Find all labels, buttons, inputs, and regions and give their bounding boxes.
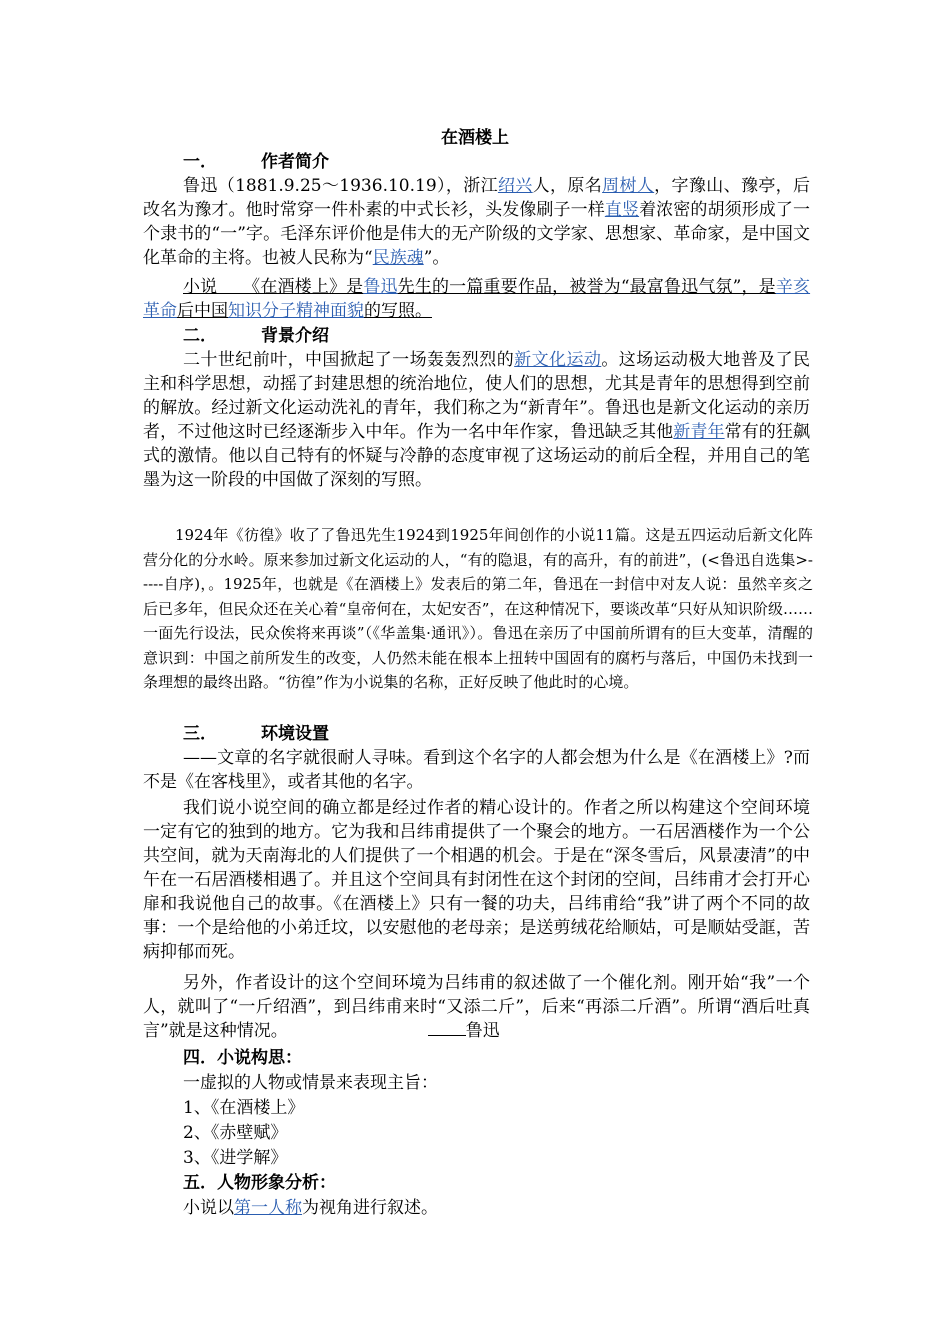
section-title: 背景介绍 xyxy=(261,326,329,346)
link-zhoushuren[interactable]: 周树人 xyxy=(602,176,655,196)
conception-text: 一虚拟的人物或情景来表现主旨： xyxy=(183,1073,438,1093)
paragraph-novel-intro: 小说 《在酒楼上》是鲁迅先生的一篇重要作品，被誉为“最富鲁迅气氛”，是辛亥革命后中国知识分子精神面貌的写照。 xyxy=(143,277,811,321)
link-minzuhun[interactable]: 民族魂 xyxy=(372,248,424,268)
section-number: 二． xyxy=(183,326,217,346)
section-title: 环境设置 xyxy=(261,724,329,744)
link-shaoxing[interactable]: 绍兴 xyxy=(497,176,533,196)
section-heading-background xyxy=(183,324,329,348)
paragraph-catalyst: 另外，作者设计的这个空间环境为吕纬甫的叙述做了一个催化剂。刚开始“我”一个人，就叫了“一斤绍酒”，到吕纬甫来时“又添二斤”，后来“再添二斤酒”。所谓“酒后吐真言”就是这种情况。 鲁迅 xyxy=(143,973,810,1041)
section-heading-environment xyxy=(183,722,329,746)
link-luxun[interactable]: 鲁迅 xyxy=(363,277,398,297)
list-item: 2、《赤壁赋》 xyxy=(183,1123,288,1143)
blank-underline xyxy=(428,1019,466,1036)
link-zhishu[interactable]: 直竖 xyxy=(604,200,640,220)
list-item: 1、《在酒楼上》 xyxy=(183,1098,305,1118)
section-heading-character-analysis: 五．人物形象分析： xyxy=(183,1173,336,1193)
signature-luxun: 鲁迅 xyxy=(465,1021,500,1041)
paragraph-narrative-perspective: 小说以第一人称为视角进行叙述。 xyxy=(183,1198,438,1218)
section-heading-conception: 四．小说构思： xyxy=(183,1048,302,1068)
link-first-person[interactable]: 第一人称 xyxy=(234,1198,302,1218)
link-new-culture-movement[interactable]: 新文化运动 xyxy=(514,350,602,370)
paragraph-background: 二十世纪前叶，中国掀起了一场轰轰烈烈的新文化运动。这场运动极大地普及了民主和科学思想，动摇了封建思想的统治地位，使人们的思想，尤其是青年的思想得到空前的解放。经过新文化运动洗礼的青年，我们称之为“新青年”。鲁迅也是新文化运动的亲历者，不过他这时已经逐渐步入中年。作为一名中年作家，鲁迅缺乏其他新青年常有的狂飙式的激情。他以自己特有的怀疑与冷静的态度审视了这场运动的前后全程，并用自己的笔墨为这一阶段的中国做了深刻的写照。 xyxy=(143,350,811,490)
paragraph-author-intro: 鲁迅（1881.9.25～1936.10.19），浙江绍兴人，原名周树人，字豫山、豫亭，后改名为豫才。他时常穿一件朴素的中式长衫，头发像刷子一样直竖着浓密的胡须形成了一个隶书的“一”字。毛泽东评价他是伟大的无产阶级的文学家、思想家、革命家，是中国文化革命的主将。也被人民称为“民族魂”。 xyxy=(143,176,811,268)
link-new-youth[interactable]: 新青年 xyxy=(673,422,725,442)
link-intellectual-spirit[interactable]: 知识分子精神面貌 xyxy=(228,301,364,321)
paragraph-panghuang: 1924年《彷徨》收了了鲁迅先生1924到1925年间创作的小说11篇。这是五四运动后新文化阵营分化的分水岭。原来参加过新文化运动的人，“有的隐退，有的高升，有的前进”，(<鲁迅自选集>-----自序)，。1925年，也就是《在酒楼上》发表后的第二年，鲁迅在一封信中对友人说：虽然辛亥之后已多年，但民众还在关心着“皇帝何在，太妃安否”，在这种情况下，要谈改革“只好从知识阶级……一面先行设法，民众俟将来再谈”（《华盖集·通讯》）。鲁迅在亲历了中国前所谓有的巨大变革，清醒的意识到：中国之前所发生的改变，人仍然未能在根本上扭转中国固有的腐朽与落后，中国仍未找到一条理想的最终出路。“彷徨”作为小说集的名称，正好反映了他此时的心境。 xyxy=(143,526,813,691)
section-heading-author xyxy=(183,150,329,174)
link-xinhai-revolution[interactable]: 辛亥革命 xyxy=(143,277,811,321)
paragraph-title-meaning: ——文章的名字就很耐人寻味。看到这个名字的人都会想为什么是《在酒楼上》?而不是《在客栈里》，或者其他的名字。 xyxy=(143,748,810,792)
section-number: 三． xyxy=(183,724,217,744)
paragraph-space-design: 我们说小说空间的确立都是经过作者的精心设计的。作者之所以构建这个空间环境一定有它的独到的地方。它为我和吕纬甫提供了一个聚会的地方。一石居酒楼作为一个公共空间，就为天南海北的人们提供了一个相遇的机会。于是在“深冬雪后，风景凄清”的中午在一石居酒楼相遇了。并且这个空间具有封闭性在这个封闭的空间，吕纬甫才会打开心扉和我说他自己的故事。《在酒楼上》只有一餐的功夫，吕纬甫给“我”讲了两个不同的故事：一个是给他的小弟迁坟，以安慰他的老母亲；是送剪绒花给顺姑，可是顺姑受誆，苦病抑郁而死。 xyxy=(143,798,810,962)
section-title: 作者简介 xyxy=(261,152,329,172)
list-item: 3、《进学解》 xyxy=(183,1148,288,1168)
document-title: 在酒楼上 xyxy=(441,128,509,148)
section-number: 一． xyxy=(183,152,217,172)
